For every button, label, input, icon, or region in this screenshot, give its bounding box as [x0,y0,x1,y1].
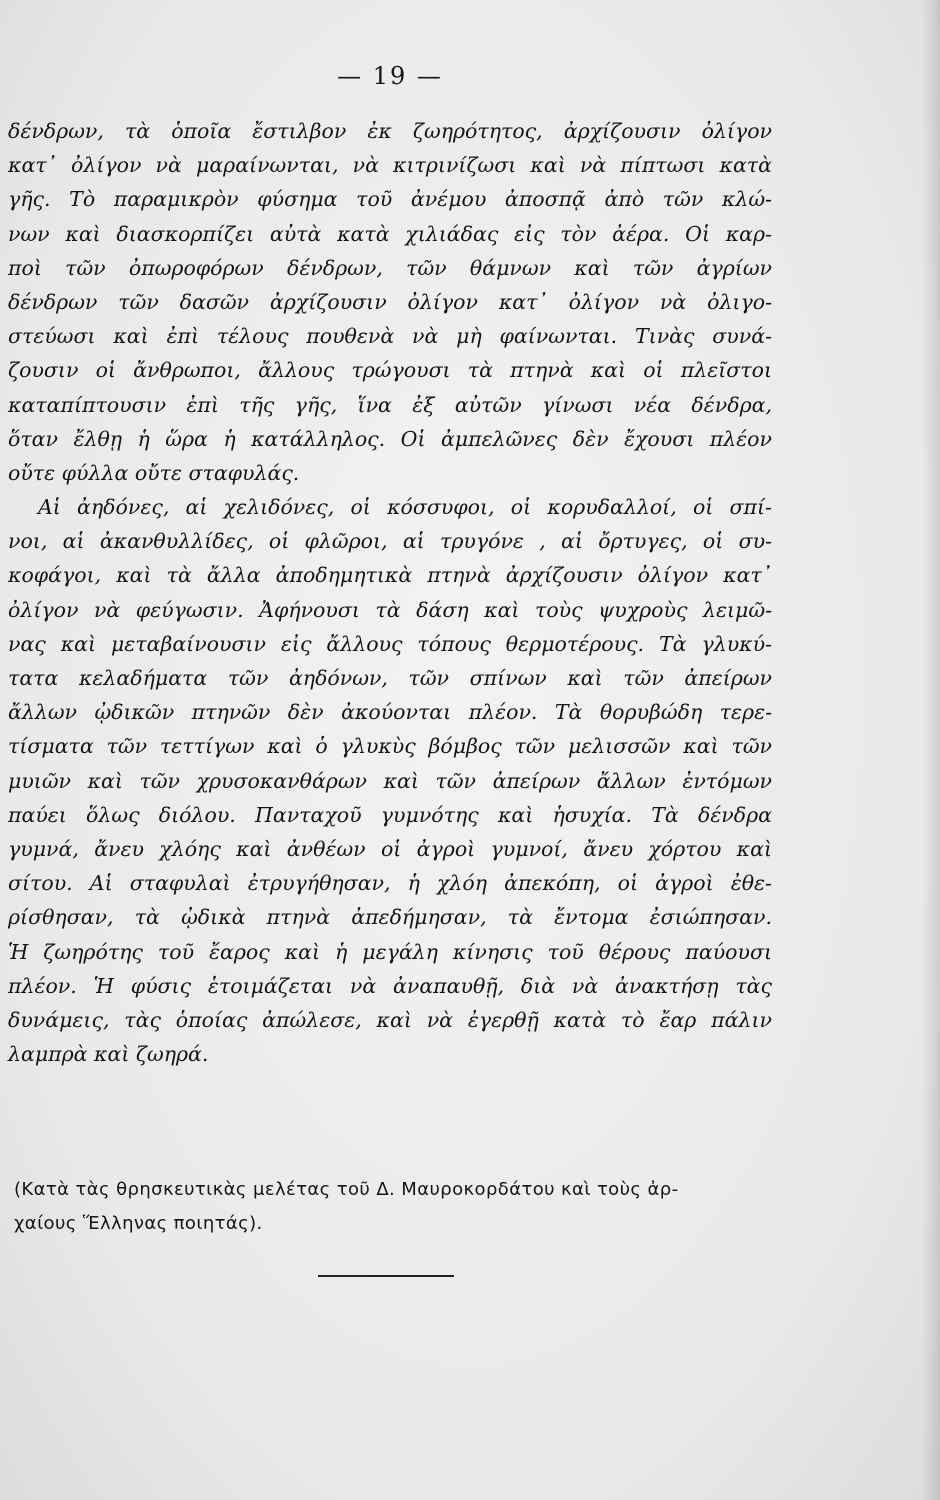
text-line: νας καὶ μεταβαίνουσιν εἰς ἄλλους τόπους θερμοτέρους. Τὰ γλυκύ- [8,631,772,656]
text-line: γῆς. Τὸ παραμικρὸν φύσημα τοῦ ἀνέμου ἀποσπᾷ ἀπὸ τῶν κλώ- [8,187,772,212]
text-line: σίτου. Αἱ σταφυλαὶ ἐτρυγήθησαν, ἡ χλόη ἀπεκόπη, οἱ ἀγροὶ ἐθε- [8,871,772,896]
text-line: λαμπρὰ καὶ ζωηρά. [8,1042,209,1067]
text-line: ἄλλων ᾠδικῶν πτηνῶν δὲν ἀκούονται πλέον. Τὰ θορυβώδη τερε- [8,700,772,725]
source-citation [14,1173,774,1241]
text-line: νοι, αἱ ἀκανθυλλίδες, οἱ φλῶροι, αἱ τρυγόνε , αἱ ὄρτυγες, οἱ συ- [8,529,772,554]
text-line: Αἱ ἀηδόνες, αἱ χελιδόνες, οἱ κόσσυφοι, οἱ κορυδαλλοί, οἱ σπί- [38,495,772,520]
text-line: ποὶ τῶν ὀπωροφόρων δένδρων, τῶν θάμνων καὶ τῶν ἀγρίων [8,255,772,280]
text-line: κοφάγοι, καὶ τὰ ἄλλα ἀποδημητικὰ πτηνὰ ἀρχίζουσιν ὀλίγον κατ᾽ [8,563,772,588]
text-line: ὅταν ἔλθῃ ἡ ὥρα ἡ κατάλληλος. Οἱ ἀμπελῶνες δὲν ἔχουσι πλέον [8,426,772,451]
text-line: Ἡ ζωηρότης τοῦ ἔαρος καὶ ἡ μεγάλη κίνησις τοῦ θέρους παύουσι [8,939,772,964]
citation-line: (Κατὰ τὰς θρησκευτικὰς μελέτας τοῦ Δ. Μαυροκορδάτου καὶ τοὺς ἀρ- [14,1179,679,1200]
text-line: δυνάμεις, τὰς ὁποίας ἀπώλεσε, καὶ νὰ ἐγερθῇ κατὰ τὸ ἔαρ πάλιν [8,1007,772,1032]
text-line: κατ᾽ ὀλίγον νὰ μαραίνωνται, νὰ κιτρινίζωσι καὶ νὰ πίπτωσι κατὰ [8,153,772,178]
text-line: πλέον. Ἡ φύσις ἑτοιμάζεται νὰ ἀναπαυθῇ, διὰ νὰ ἀνακτήσῃ τὰς [8,973,772,998]
text-line: δένδρων τῶν δασῶν ἀρχίζουσιν ὀλίγον κατ᾽ ὀλίγον νὰ ὀλιγο- [8,289,772,314]
text-line: οὔτε φύλλα οὔτε σταφυλάς. [8,460,300,485]
text-line: παύει ὅλως διόλου. Πανταχοῦ γυμνότης καὶ ἡσυχία. Τὰ δένδρα [8,802,772,827]
text-line: ζουσιν οἱ ἄνθρωποι, ἄλλους τρώγουσι τὰ πτηνὰ καὶ οἱ πλεῖστοι [8,358,772,383]
text-line: μυιῶν καὶ τῶν χρυσοκανθάρων καὶ τῶν ἀπείρων ἄλλων ἐντόμων [8,768,772,793]
text-line: νων καὶ διασκορπίζει αὐτὰ κατὰ χιλιάδας εἰς τὸν ἀέρα. Οἱ καρ- [8,221,772,246]
page-edge-shadow [922,0,940,1500]
text-line: στεύωσι καὶ ἐπὶ τέλους πουθενὰ νὰ μὴ φαίνωνται. Τινὰς συνά- [8,324,772,349]
body-text [8,114,772,1071]
text-line: ὀλίγον νὰ φεύγωσιν. Ἀφήνουσι τὰ δάση καὶ τοὺς ψυχροὺς λειμῶ- [8,597,772,622]
text-line: ρίσθησαν, τὰ ᾠδικὰ πτηνὰ ἀπεδήμησαν, τὰ ἔντομα ἐσιώπησαν. [8,905,772,930]
text-line: δένδρων, τὰ ὁποῖα ἔστιλβον ἐκ ζωηρότητος, ἀρχίζουσιν ὀλίγον [8,119,772,143]
section-divider [318,1275,454,1277]
text-line: τατα κελαδήματα τῶν ἀηδόνων, τῶν σπίνων καὶ τῶν ἀπείρων [8,666,772,690]
text-line: γυμνά, ἄνευ χλόης καὶ ἀνθέων οἱ ἀγροὶ γυμνοί, ἄνευ χόρτου καὶ [8,836,772,861]
text-line: καταπίπτουσιν ἐπὶ τῆς γῆς, ἵνα ἐξ αὐτῶν γίνωσι νέα δένδρα, [8,392,772,417]
text-line: τίσματα τῶν τεττίγων καὶ ὁ γλυκὺς βόμβος τῶν μελισσῶν καὶ τῶν [8,734,772,759]
page-number: — 19 — [337,62,443,90]
citation-line: χαίους Ἕλληνας ποιητάς). [14,1213,263,1234]
